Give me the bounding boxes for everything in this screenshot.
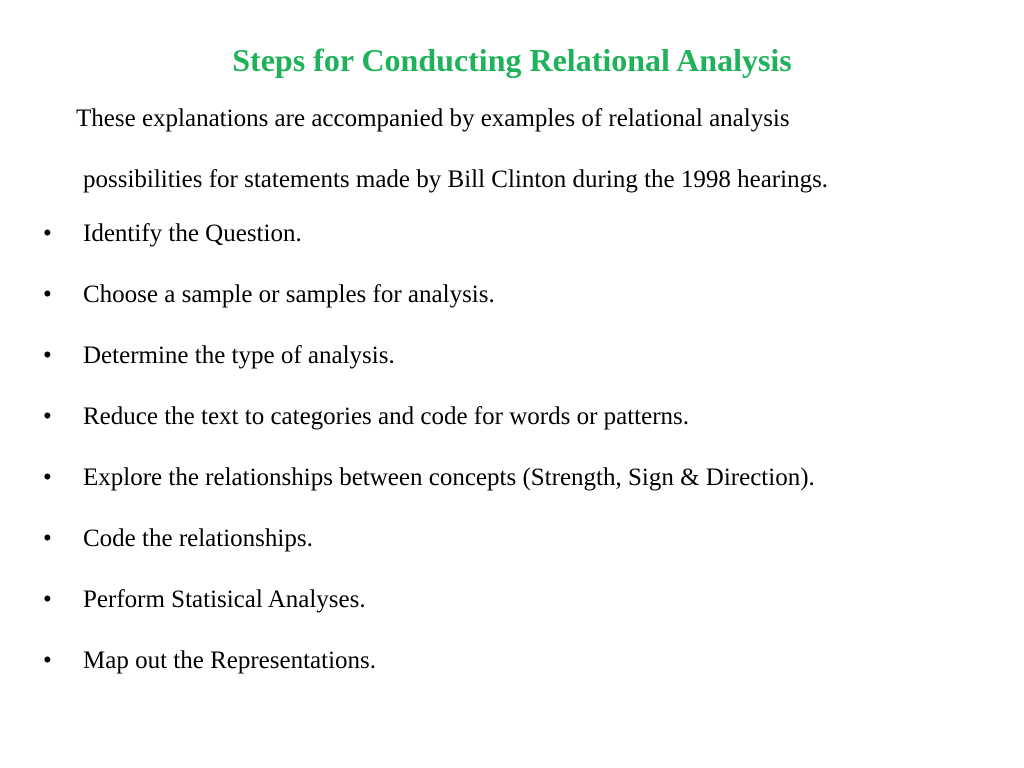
list-item: [0, 508, 1024, 569]
steps-list: [0, 203, 1024, 691]
list-item-text: Choose a sample or samples for analysis.: [83, 281, 495, 308]
bullet-icon: •: [43, 525, 52, 552]
list-item: [0, 386, 1024, 447]
bullet-icon: •: [43, 464, 52, 491]
list-item: [0, 630, 1024, 691]
list-item-text: Determine the type of analysis.: [83, 342, 395, 369]
intro-paragraph: [76, 88, 1013, 210]
bullet-icon: •: [43, 281, 52, 308]
slide-title: Steps for Conducting Relational Analysis: [232, 42, 792, 78]
list-item: [0, 569, 1024, 630]
list-item-text: Explore the relationships between concepts (Strength, Sign & Direction).: [83, 464, 815, 491]
list-item-text: Identify the Question.: [83, 220, 302, 247]
list-item-text: Reduce the text to categories and code for words or patterns.: [83, 403, 690, 430]
intro-line-1: These explanations are accompanied by examples of relational analysis: [76, 105, 790, 132]
bullet-icon: •: [43, 403, 52, 430]
list-item: [0, 203, 1024, 264]
intro-line-2: possibilities for statements made by Bill Clinton during the 1998 hearings.: [83, 166, 829, 193]
list-item-text: Code the relationships.: [83, 525, 313, 552]
list-item-text: Map out the Representations.: [83, 647, 376, 674]
list-item: [0, 447, 1024, 508]
list-item-text: Perform Statisical Analyses.: [83, 586, 366, 613]
bullet-icon: •: [43, 586, 52, 613]
bullet-icon: •: [43, 647, 52, 674]
bullet-icon: •: [43, 342, 52, 369]
list-item: [0, 325, 1024, 386]
list-item: [0, 264, 1024, 325]
bullet-icon: •: [43, 220, 52, 247]
